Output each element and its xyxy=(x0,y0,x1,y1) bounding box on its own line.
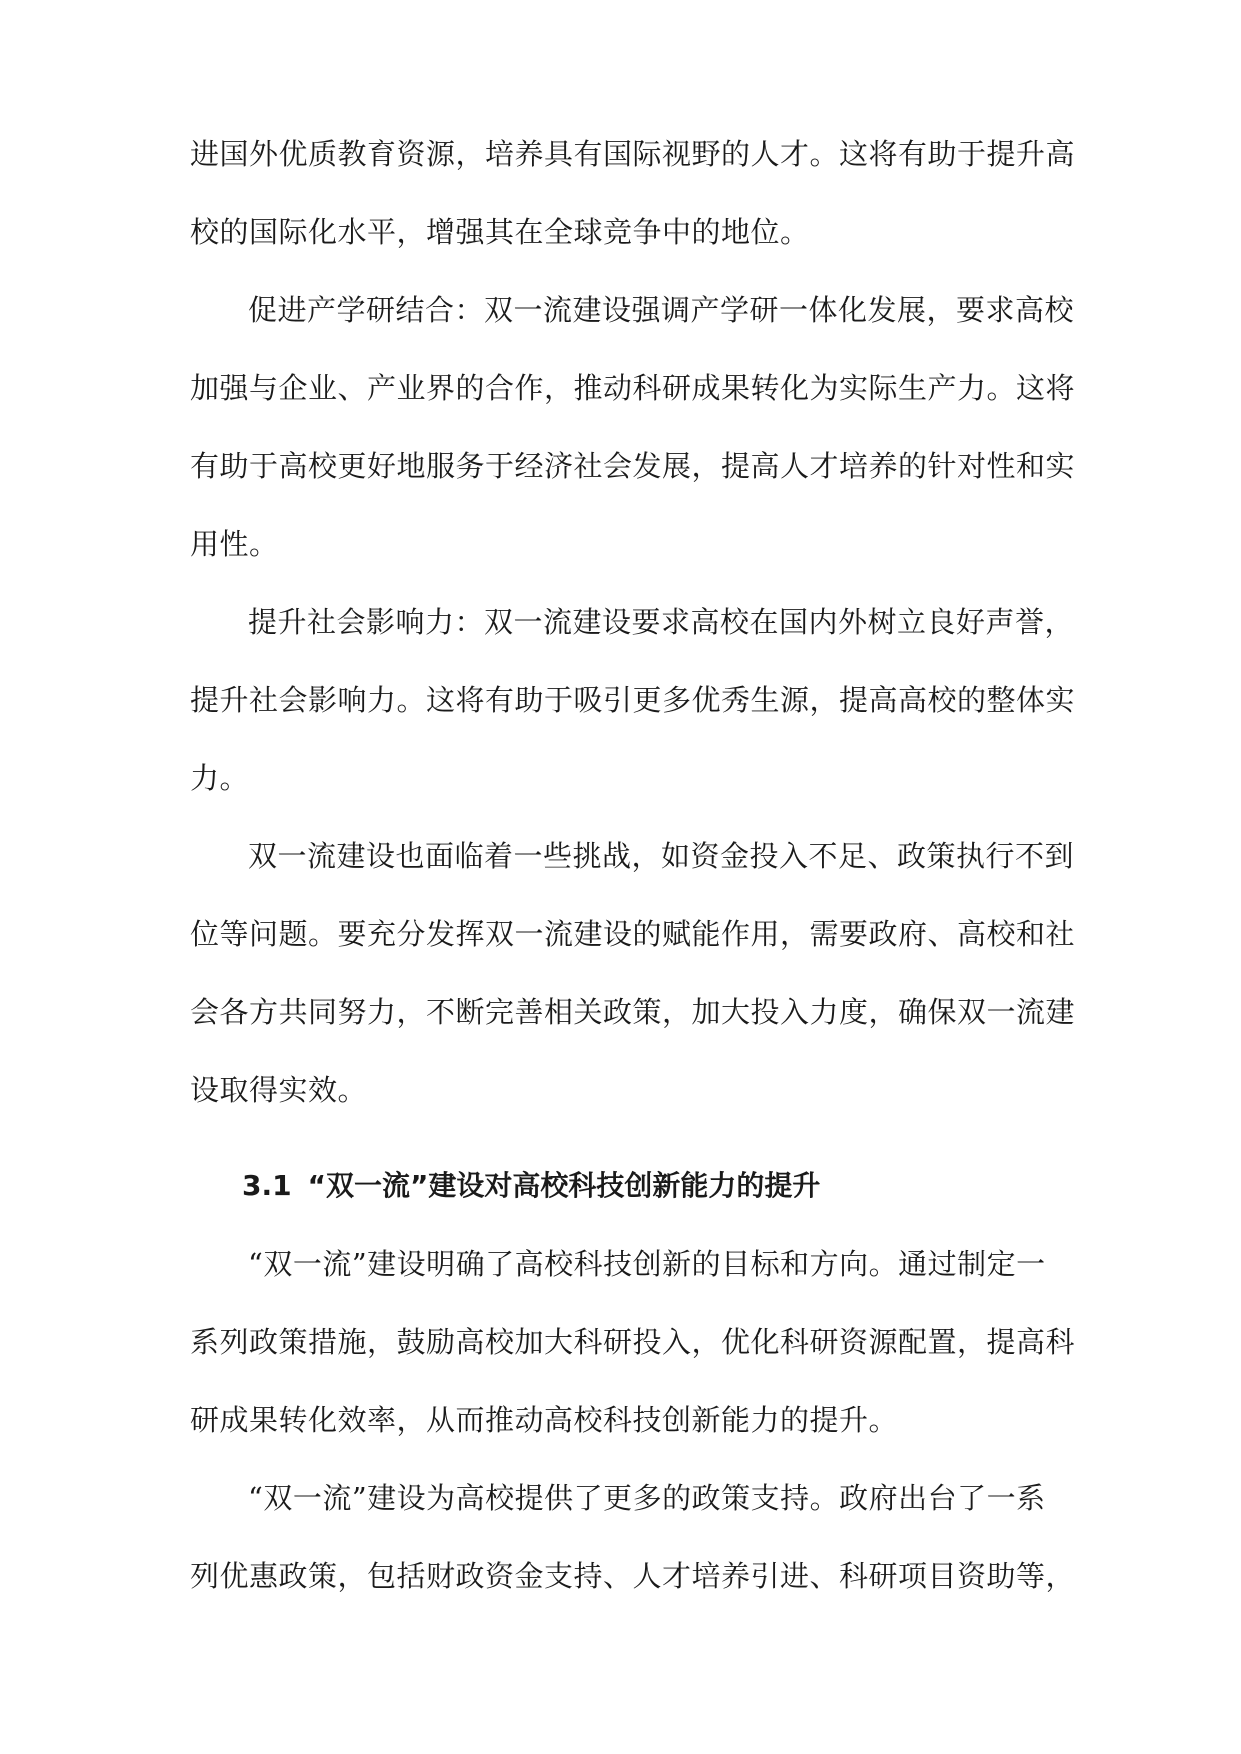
paragraph-line: “双一流”建设为高校提供了更多的政策支持。政府出台了一系 xyxy=(248,1481,1046,1515)
paragraph-line: 用性。 xyxy=(190,527,279,561)
paragraph xyxy=(190,1244,1076,1440)
paragraph-line: 促进产学研结合：双一流建设强调产学研一体化发展，要求高校 xyxy=(248,293,1075,327)
paragraph-line: 列优惠政策，包括财政资金支持、人才培养引进、科研项目资助等， xyxy=(190,1559,1076,1593)
paragraph-line: 加强与企业、产业界的合作，推动科研成果转化为实际生产力。这将 xyxy=(190,371,1076,405)
paragraph-line: 会各方共同努力，不断完善相关政策，加大投入力度，确保双一流建 xyxy=(190,995,1076,1029)
section-number: 3.1 xyxy=(242,1169,292,1202)
paragraph-line: 系列政策措施，鼓励高校加大科研投入，优化科研资源配置，提高科 xyxy=(190,1325,1076,1359)
paragraph-line: “双一流”建设明确了高校科技创新的目标和方向。通过制定一 xyxy=(248,1247,1046,1281)
paragraph-line: 有助于高校更好地服务于经济社会发展，提高人才培养的针对性和实 xyxy=(190,449,1076,483)
paragraph-line: 提升社会影响力。这将有助于吸引更多优秀生源，提高高校的整体实 xyxy=(190,683,1076,717)
paragraph xyxy=(190,134,1076,252)
paragraph-line: 双一流建设也面临着一些挑战，如资金投入不足、政策执行不到 xyxy=(248,839,1075,873)
paragraph-line: 研成果转化效率，从而推动高校科技创新能力的提升。 xyxy=(190,1403,899,1437)
paragraph-line: 设取得实效。 xyxy=(190,1073,368,1107)
section-heading xyxy=(190,1166,1050,1206)
paragraph xyxy=(190,1478,1076,1596)
paragraph xyxy=(190,602,1076,798)
section-title: “双一流”建设对高校科技创新能力的提升 xyxy=(307,1169,821,1202)
document-page xyxy=(190,134,1076,1596)
paragraph-line: 校的国际化水平，增强其在全球竞争中的地位。 xyxy=(190,215,810,249)
paragraph-line: 位等问题。要充分发挥双一流建设的赋能作用，需要政府、高校和社 xyxy=(190,917,1076,951)
paragraph-line: 进国外优质教育资源，培养具有国际视野的人才。这将有助于提升高 xyxy=(190,137,1076,171)
paragraph xyxy=(190,290,1076,564)
paragraph-line: 力。 xyxy=(190,761,250,795)
paragraph-line: 提升社会影响力：双一流建设要求高校在国内外树立良好声誉， xyxy=(248,605,1075,639)
paragraph xyxy=(190,836,1076,1110)
